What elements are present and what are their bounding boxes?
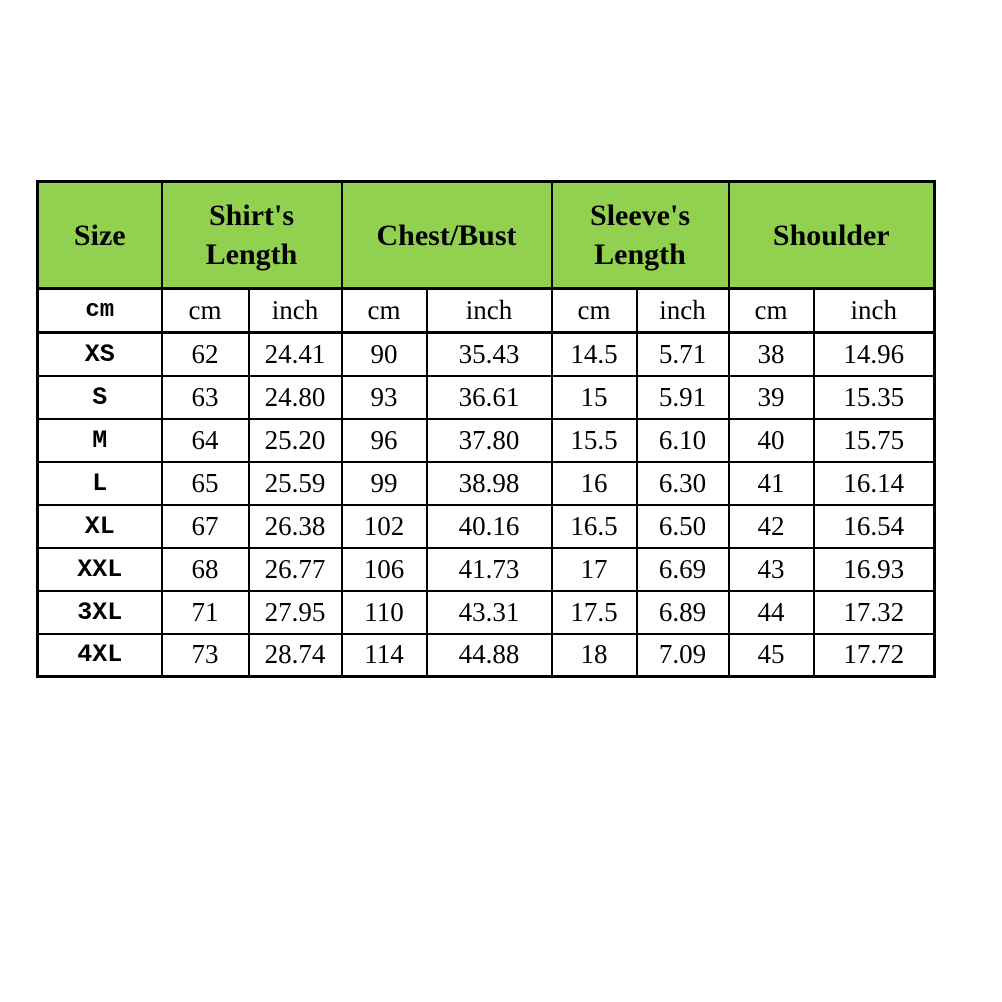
measurement-cell: 16 xyxy=(552,462,637,505)
measurement-cell: 38 xyxy=(729,333,814,376)
unit-header-cm: cm xyxy=(552,289,637,333)
measurement-cell: 40 xyxy=(729,419,814,462)
measurement-cell: 41.73 xyxy=(427,548,552,591)
measurement-cell: 62 xyxy=(162,333,249,376)
measurement-cell: 90 xyxy=(342,333,427,376)
measurement-cell: 25.20 xyxy=(249,419,342,462)
measurement-cell: 16.5 xyxy=(552,505,637,548)
measurement-cell: 6.10 xyxy=(637,419,729,462)
measurement-cell: 71 xyxy=(162,591,249,634)
measurement-cell: 17 xyxy=(552,548,637,591)
measurement-cell: 38.98 xyxy=(427,462,552,505)
column-header-shoulder: Shoulder xyxy=(729,182,935,289)
measurement-cell: 106 xyxy=(342,548,427,591)
measurement-cell: 39 xyxy=(729,376,814,419)
unit-header-size-cm: cm xyxy=(38,289,162,333)
size-label-cell: M xyxy=(38,419,162,462)
table-row xyxy=(38,419,935,462)
unit-header-row xyxy=(38,289,935,333)
measurement-cell: 102 xyxy=(342,505,427,548)
measurement-cell: 15.35 xyxy=(814,376,935,419)
measurement-cell: 6.50 xyxy=(637,505,729,548)
measurement-cell: 26.77 xyxy=(249,548,342,591)
measurement-cell: 5.71 xyxy=(637,333,729,376)
measurement-cell: 36.61 xyxy=(427,376,552,419)
column-header-size: Size xyxy=(38,182,162,289)
table-row xyxy=(38,333,935,376)
measurement-cell: 68 xyxy=(162,548,249,591)
measurement-cell: 110 xyxy=(342,591,427,634)
measurement-cell: 93 xyxy=(342,376,427,419)
measurement-cell: 45 xyxy=(729,634,814,677)
measurement-cell: 18 xyxy=(552,634,637,677)
table-row xyxy=(38,505,935,548)
table-header-row xyxy=(38,182,935,289)
measurement-cell: 63 xyxy=(162,376,249,419)
measurement-cell: 44 xyxy=(729,591,814,634)
unit-header-inch: inch xyxy=(814,289,935,333)
measurement-cell: 27.95 xyxy=(249,591,342,634)
measurement-cell: 35.43 xyxy=(427,333,552,376)
table-row xyxy=(38,462,935,505)
measurement-cell: 43.31 xyxy=(427,591,552,634)
size-table-body xyxy=(38,333,935,677)
unit-header-cm: cm xyxy=(342,289,427,333)
measurement-cell: 43 xyxy=(729,548,814,591)
measurement-cell: 67 xyxy=(162,505,249,548)
unit-header-inch: inch xyxy=(427,289,552,333)
column-header-sleeves-length: Sleeve's Length xyxy=(552,182,729,289)
measurement-cell: 6.89 xyxy=(637,591,729,634)
size-chart-table xyxy=(36,180,936,678)
measurement-cell: 26.38 xyxy=(249,505,342,548)
column-header-shirts-length: Shirt's Length xyxy=(162,182,342,289)
unit-header-inch: inch xyxy=(637,289,729,333)
measurement-cell: 15 xyxy=(552,376,637,419)
measurement-cell: 6.30 xyxy=(637,462,729,505)
measurement-cell: 25.59 xyxy=(249,462,342,505)
measurement-cell: 7.09 xyxy=(637,634,729,677)
column-header-chest-bust: Chest/Bust xyxy=(342,182,552,289)
measurement-cell: 24.80 xyxy=(249,376,342,419)
measurement-cell: 96 xyxy=(342,419,427,462)
measurement-cell: 28.74 xyxy=(249,634,342,677)
measurement-cell: 17.72 xyxy=(814,634,935,677)
measurement-cell: 17.32 xyxy=(814,591,935,634)
size-label-cell: 4XL xyxy=(38,634,162,677)
table-row xyxy=(38,376,935,419)
unit-header-cm: cm xyxy=(729,289,814,333)
size-label-cell: S xyxy=(38,376,162,419)
size-chart-container xyxy=(36,180,933,678)
measurement-cell: 24.41 xyxy=(249,333,342,376)
measurement-cell: 5.91 xyxy=(637,376,729,419)
size-label-cell: XL xyxy=(38,505,162,548)
measurement-cell: 65 xyxy=(162,462,249,505)
measurement-cell: 15.75 xyxy=(814,419,935,462)
unit-header-inch: inch xyxy=(249,289,342,333)
size-label-cell: XXL xyxy=(38,548,162,591)
measurement-cell: 14.96 xyxy=(814,333,935,376)
measurement-cell: 42 xyxy=(729,505,814,548)
measurement-cell: 99 xyxy=(342,462,427,505)
measurement-cell: 41 xyxy=(729,462,814,505)
measurement-cell: 16.54 xyxy=(814,505,935,548)
measurement-cell: 37.80 xyxy=(427,419,552,462)
unit-header-cm: cm xyxy=(162,289,249,333)
measurement-cell: 17.5 xyxy=(552,591,637,634)
table-row xyxy=(38,634,935,677)
measurement-cell: 15.5 xyxy=(552,419,637,462)
size-label-cell: XS xyxy=(38,333,162,376)
table-row xyxy=(38,591,935,634)
measurement-cell: 16.14 xyxy=(814,462,935,505)
table-row xyxy=(38,548,935,591)
measurement-cell: 6.69 xyxy=(637,548,729,591)
measurement-cell: 73 xyxy=(162,634,249,677)
measurement-cell: 64 xyxy=(162,419,249,462)
measurement-cell: 44.88 xyxy=(427,634,552,677)
measurement-cell: 16.93 xyxy=(814,548,935,591)
size-label-cell: 3XL xyxy=(38,591,162,634)
measurement-cell: 40.16 xyxy=(427,505,552,548)
measurement-cell: 114 xyxy=(342,634,427,677)
size-label-cell: L xyxy=(38,462,162,505)
measurement-cell: 14.5 xyxy=(552,333,637,376)
